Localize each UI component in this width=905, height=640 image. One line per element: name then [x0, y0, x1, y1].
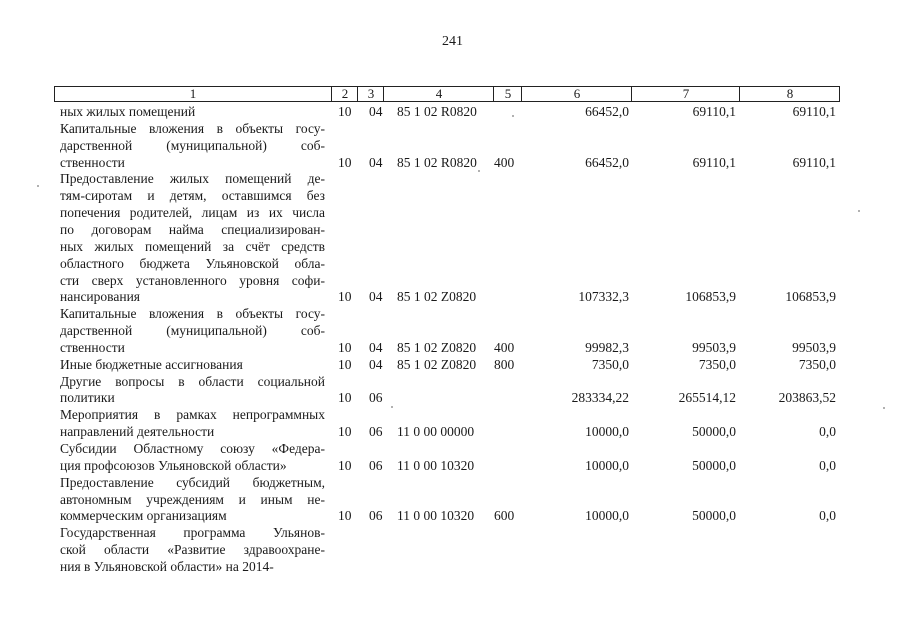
row-subsection: 04: [369, 155, 383, 170]
row-amount-2021: 283334,22: [571, 390, 629, 405]
header-col-4: 4: [383, 87, 494, 101]
row-amount-2021: 107332,3: [578, 289, 629, 304]
row-section: 10: [338, 390, 352, 405]
header-col-6: 6: [521, 87, 632, 101]
row-subsection: 04: [369, 289, 383, 304]
row-expense-type: 800: [494, 357, 515, 372]
row-section: 10: [338, 424, 352, 439]
table-body: [0, 103, 905, 640]
row-description-line: нансирования: [60, 289, 141, 304]
page-number: 241: [442, 34, 463, 49]
row-subsection: 06: [369, 424, 383, 439]
scan-speck: [883, 407, 885, 409]
row-amount-2023: 106853,9: [785, 289, 836, 304]
row-description-line: автономным учреждениям и иным не-: [60, 492, 325, 507]
row-subsection: 04: [369, 104, 383, 119]
row-section: 10: [338, 104, 352, 119]
row-amount-2023: 203863,52: [778, 390, 836, 405]
row-target-article: 85 1 02 R0820: [397, 155, 477, 170]
row-description-line: ственности: [60, 155, 125, 170]
row-amount-2021: 66452,0: [585, 104, 629, 119]
row-amount-2023: 99503,9: [792, 340, 836, 355]
row-description-line: Капитальные вложения в объекты госу-: [60, 306, 325, 321]
row-amount-2022: 69110,1: [692, 155, 736, 170]
row-section: 10: [338, 357, 352, 372]
row-description-line: ных жилых помещений за счёт средств: [60, 239, 325, 254]
row-target-article: 11 0 00 10320: [397, 508, 475, 523]
row-target-article: 11 0 00 10320: [397, 458, 475, 473]
row-amount-2022: 7350,0: [698, 357, 736, 372]
row-description-line: Иные бюджетные ассигнования: [60, 357, 243, 372]
row-description-line: Государственная программа Ульянов-: [60, 525, 325, 540]
row-subsection: 06: [369, 390, 383, 405]
row-section: 10: [338, 155, 352, 170]
row-section: 10: [338, 340, 352, 355]
row-description-line: Субсидии Областному союзу «Федера-: [60, 441, 325, 456]
row-description-line: направлений деятельности: [60, 424, 215, 439]
row-description-line: политики: [60, 390, 115, 405]
row-amount-2022: 50000,0: [692, 424, 736, 439]
row-amount-2021: 7350,0: [591, 357, 629, 372]
row-amount-2021: 66452,0: [585, 155, 629, 170]
row-subsection: 06: [369, 458, 383, 473]
row-description-line: ных жилых помещений: [60, 104, 196, 119]
scan-speck: [391, 406, 393, 408]
scan-speck: [37, 185, 39, 187]
row-amount-2022: 69110,1: [692, 104, 736, 119]
header-col-2: 2: [331, 87, 358, 101]
row-subsection: 04: [369, 340, 383, 355]
row-section: 10: [338, 289, 352, 304]
row-description-line: Мероприятия в рамках непрограммных: [60, 407, 325, 422]
row-description-line: ской области «Развитие здравоохране-: [60, 542, 325, 557]
row-description-line: ственности: [60, 340, 125, 355]
row-amount-2022: 99503,9: [692, 340, 736, 355]
table-header: [54, 86, 840, 102]
row-description-line: областного бюджета Ульяновской обла-: [60, 256, 325, 271]
header-col-8: 8: [739, 87, 840, 101]
row-amount-2023: 0,0: [819, 458, 836, 473]
row-amount-2023: 0,0: [819, 424, 836, 439]
row-target-article: 11 0 00 00000: [397, 424, 475, 439]
row-target-article: 85 1 02 R0820: [397, 104, 477, 119]
row-amount-2021: 99982,3: [585, 340, 629, 355]
row-amount-2023: 69110,1: [792, 104, 836, 119]
row-section: 10: [338, 508, 352, 523]
row-expense-type: 400: [494, 155, 515, 170]
row-description-line: попечения родителей, лицам из их числа: [60, 205, 325, 220]
row-subsection: 06: [369, 508, 383, 523]
row-target-article: 85 1 02 Z0820: [397, 340, 477, 355]
header-col-1: 1: [189, 86, 197, 101]
row-description-line: по договорам найма специализирован-: [60, 222, 325, 237]
row-target-article: 85 1 02 Z0820: [397, 357, 477, 372]
scan-speck: [478, 170, 480, 172]
row-target-article: 85 1 02 Z0820: [397, 289, 477, 304]
row-amount-2021: 10000,0: [585, 424, 629, 439]
row-amount-2022: 265514,12: [678, 390, 736, 405]
row-description-line: дарственной (муниципальной) соб-: [60, 323, 325, 338]
row-amount-2022: 106853,9: [685, 289, 736, 304]
row-description-line: Предоставление субсидий бюджетным,: [60, 475, 325, 490]
scan-speck: [512, 115, 514, 117]
row-amount-2023: 0,0: [819, 508, 836, 523]
row-expense-type: 600: [494, 508, 515, 523]
row-description-line: ция профсоюзов Ульяновской области»: [60, 458, 287, 473]
row-amount-2022: 50000,0: [692, 458, 736, 473]
row-amount-2021: 10000,0: [585, 458, 629, 473]
row-expense-type: 400: [494, 340, 515, 355]
header-col-3: 3: [357, 87, 384, 101]
scan-speck: [858, 210, 860, 212]
row-section: 10: [338, 458, 352, 473]
row-description-line: коммерческим организациям: [60, 508, 227, 523]
row-description-line: дарственной (муниципальной) соб-: [60, 138, 325, 153]
row-description-line: Капитальные вложения в объекты госу-: [60, 121, 325, 136]
row-description-line: Другие вопросы в области социальной: [60, 374, 325, 389]
row-description-line: тям-сиротам и детям, оставшимся без: [60, 188, 325, 203]
row-description-line: ния в Ульяновской области» на 2014-: [60, 559, 274, 574]
row-amount-2022: 50000,0: [692, 508, 736, 523]
header-col-5: 5: [493, 87, 522, 101]
row-amount-2021: 10000,0: [585, 508, 629, 523]
row-amount-2023: 7350,0: [798, 357, 836, 372]
row-amount-2023: 69110,1: [792, 155, 836, 170]
header-col-7: 7: [631, 87, 740, 101]
row-description-line: сти сверх установленного уровня софи-: [60, 273, 325, 288]
row-subsection: 04: [369, 357, 383, 372]
row-description-line: Предоставление жилых помещений де-: [60, 171, 325, 186]
